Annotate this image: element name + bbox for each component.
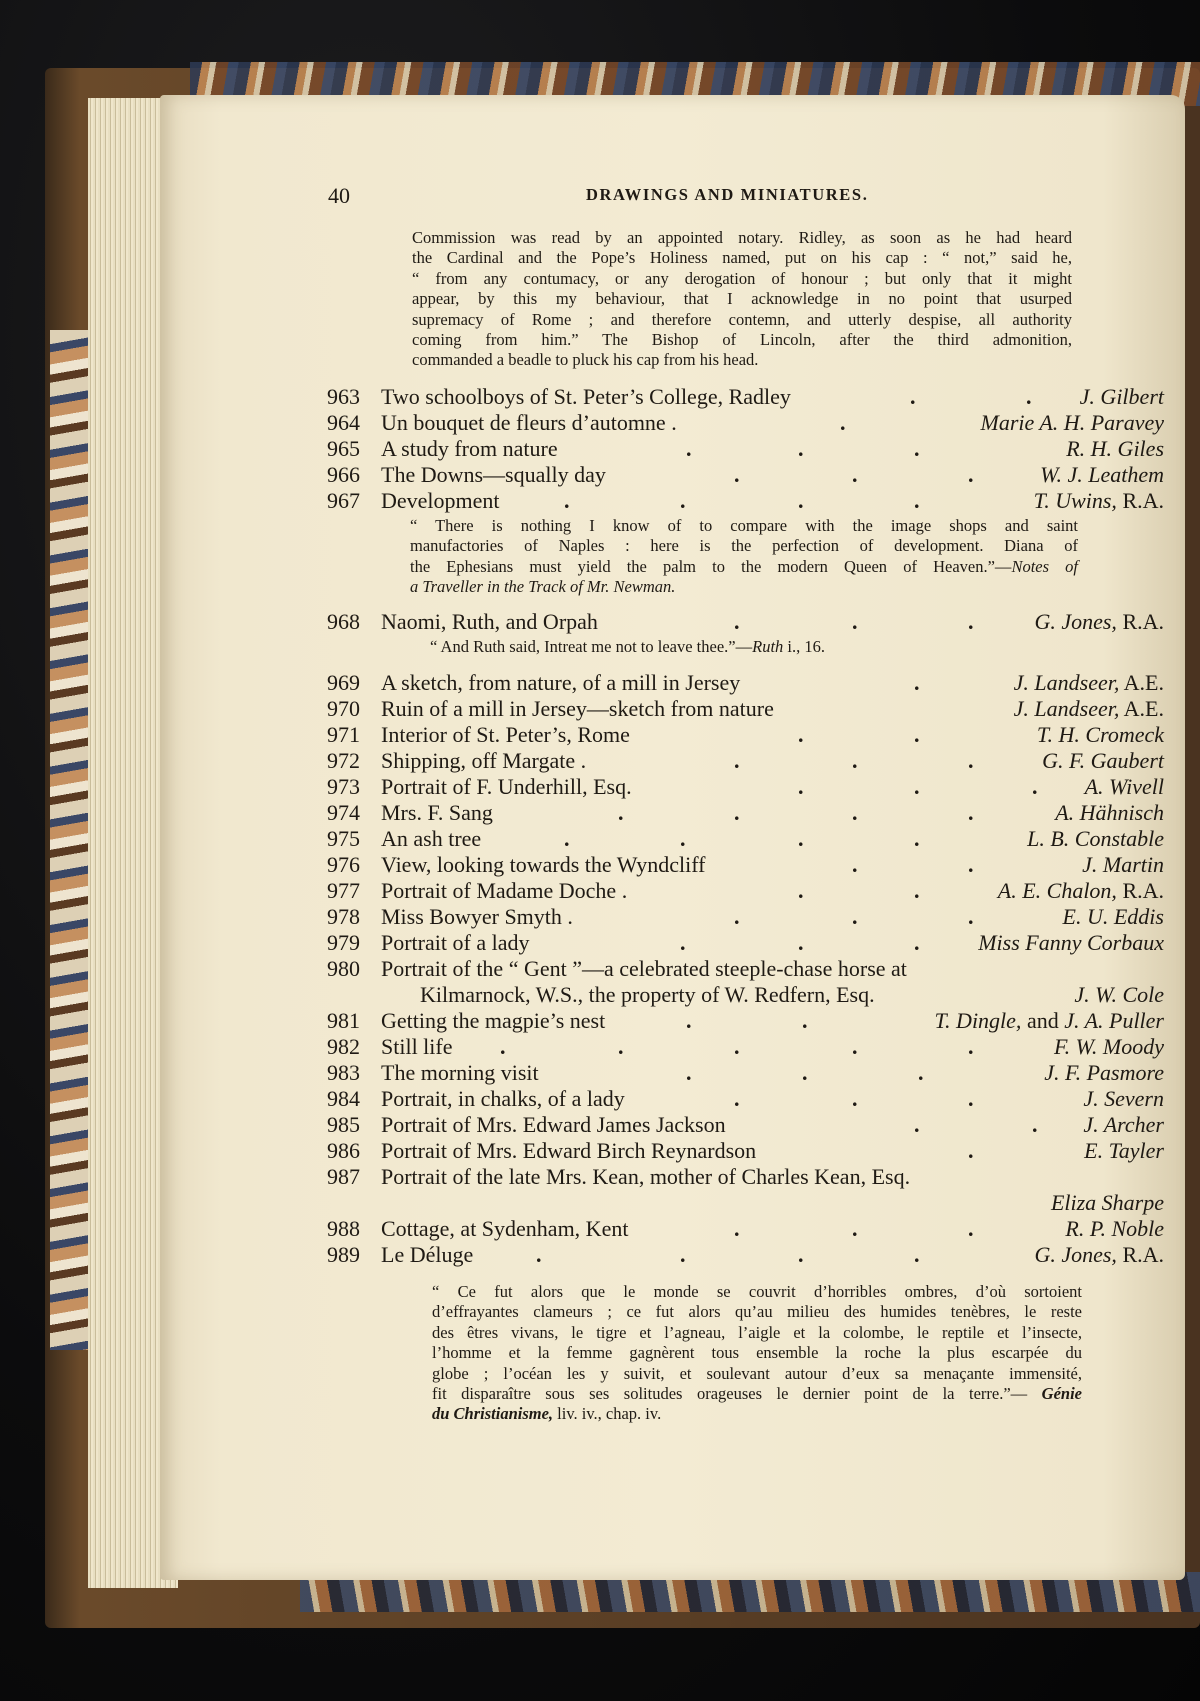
intro-quote <box>412 228 1072 371</box>
entry-artist: T. H. Cromeck <box>1036 722 1164 747</box>
entry-number: 976 <box>327 852 360 877</box>
entry-artist: J. Landseer, A.E. <box>1013 696 1164 721</box>
entry-title: Ruin of a mill in Jersey—sketch from nature <box>381 696 774 721</box>
leader-dots: . <box>1032 774 1038 799</box>
entry-artist: Marie A. H. Paravey <box>980 410 1164 435</box>
entry-title: The Downs—squally day <box>381 462 606 487</box>
leader-dots: . <box>686 436 692 461</box>
leader-dots: . <box>914 722 920 747</box>
entry-artist: G. F. Gaubert <box>1042 748 1164 773</box>
leader-dots: . <box>680 1242 686 1267</box>
catalogue-entry <box>0 1060 1200 1086</box>
entry-title: Portrait of Mrs. Edward Birch Reynardson <box>381 1138 757 1163</box>
leader-dots: . <box>852 748 858 773</box>
leader-dots: . <box>968 748 974 773</box>
leader-dots: . <box>798 826 804 851</box>
entry-artist: T. Uwins, R.A. <box>1033 488 1164 513</box>
entry-artist: R. H. Giles <box>1066 436 1164 461</box>
entry-number: 988 <box>327 1216 360 1241</box>
entry-number: 978 <box>327 904 360 929</box>
leader-dots: . <box>968 852 974 877</box>
leader-dots: . <box>914 670 920 695</box>
catalogue-entry <box>0 462 1200 488</box>
entry-number: 982 <box>327 1034 360 1059</box>
leader-dots: . <box>1032 1112 1038 1137</box>
entry-number: 965 <box>327 436 360 461</box>
leader-dots: . <box>680 826 686 851</box>
entry-artist: Miss Fanny Corbaux <box>978 930 1164 955</box>
leader-dots: . <box>852 1086 858 1111</box>
quote-line: the Cardinal and the Pope’s Holiness named, put on his cap : “ not,” said he, <box>412 248 1072 268</box>
entry-artist: R. P. Noble <box>1065 1216 1164 1241</box>
catalogue-entry <box>0 826 1200 852</box>
entry-artist: J. Landseer, A.E. <box>1013 670 1164 695</box>
entry-title: A study from nature <box>381 436 558 461</box>
leader-dots: . <box>968 800 974 825</box>
quote-line: d’effrayantes clameurs ; ce fut alors qu’au milieu des humides tenèbres, le reste <box>432 1302 1082 1322</box>
entry-artist: E. Tayler <box>1084 1138 1164 1163</box>
catalogue-entry <box>0 1216 1200 1242</box>
entry-artist: Eliza Sharpe <box>1050 1190 1164 1215</box>
quote-968 <box>430 637 990 657</box>
quote-line: manufactories of Naples : here is the perfection of development. Diana of <box>410 536 1078 556</box>
entry-artist: J. Gilbert <box>1079 384 1164 409</box>
entry-number: 981 <box>327 1008 360 1033</box>
entry-title: An ash tree <box>381 826 482 851</box>
catalogue-entry <box>0 904 1200 930</box>
leader-dots: . <box>852 904 858 929</box>
catalogue-entry <box>0 410 1200 436</box>
leader-dots: . <box>1026 384 1032 409</box>
leader-dots: . <box>618 800 624 825</box>
leader-dots: . <box>564 826 570 851</box>
catalogue-entry <box>0 609 1200 635</box>
entry-title: Naomi, Ruth, and Orpah <box>381 609 598 634</box>
leader-dots: . <box>798 722 804 747</box>
entry-title: Portrait, in chalks, of a lady <box>381 1086 625 1111</box>
leader-dots: . <box>968 462 974 487</box>
catalogue-entry <box>0 774 1200 800</box>
entry-artist: F. W. Moody <box>1054 1034 1164 1059</box>
catalogue-entry <box>0 930 1200 956</box>
catalogue-entry <box>0 696 1200 722</box>
entry-number: 966 <box>327 462 360 487</box>
entry-artist: A. Wivell <box>1084 774 1164 799</box>
quote-line: coming from him.” The Bishop of Lincoln, after the third admonition, <box>412 329 1072 349</box>
leader-dots: . <box>852 800 858 825</box>
entry-artist: J. W. Cole <box>1074 982 1164 1007</box>
entry-number: 969 <box>327 670 360 695</box>
leader-dots: . <box>852 1034 858 1059</box>
entry-number: 977 <box>327 878 360 903</box>
leader-dots: . <box>734 1034 740 1059</box>
leader-dots: . <box>852 852 858 877</box>
catalogue-entry <box>0 1008 1200 1034</box>
leader-dots: . <box>734 1216 740 1241</box>
entry-title: A sketch, from nature, of a mill in Jersey <box>381 670 741 695</box>
catalogue-entry <box>0 1242 1200 1268</box>
entry-title: Still life <box>381 1034 453 1059</box>
entry-artist: L. B. Constable <box>1027 826 1164 851</box>
quote-line: the Ephesians must yield the palm to the modern Queen of Heaven.”—Notes of <box>410 556 1079 576</box>
entry-artist: G. Jones, R.A. <box>1034 1242 1164 1267</box>
catalogue-entry <box>0 852 1200 878</box>
leader-dots: . <box>914 1242 920 1267</box>
entry-title: Getting the magpie’s nest <box>381 1008 606 1033</box>
quote-line: appear, by this my behaviour, that I acknowledge in no point that usurped <box>412 289 1072 309</box>
entry-number: 967 <box>327 488 360 513</box>
catalogue-entry <box>0 1138 1200 1164</box>
quote-line: “ And Ruth said, Intreat me not to leave thee.”—Ruth i., 16. <box>430 637 826 656</box>
leader-dots: . <box>914 1112 920 1137</box>
leader-dots: . <box>686 1008 692 1033</box>
leader-dots: . <box>734 609 740 634</box>
leader-dots: . <box>914 878 920 903</box>
leader-dots: . <box>968 1034 974 1059</box>
entry-title: Development <box>381 488 500 513</box>
leader-dots: . <box>734 462 740 487</box>
entry-title: The morning visit <box>381 1060 539 1085</box>
running-head: DRAWINGS AND MINIATURES. <box>586 185 869 204</box>
leader-dots: . <box>968 904 974 929</box>
leader-dots: . <box>618 1034 624 1059</box>
entry-title: Cottage, at Sydenham, Kent <box>381 1216 629 1241</box>
catalogue-entry <box>0 384 1200 410</box>
entry-title: Un bouquet de fleurs d’automne . <box>381 410 677 435</box>
catalogue-entry <box>0 800 1200 826</box>
entry-number: 974 <box>327 800 360 825</box>
entry-number: 975 <box>327 826 360 851</box>
leader-dots: . <box>798 930 804 955</box>
leader-dots: . <box>798 1242 804 1267</box>
leader-dots: . <box>968 1138 974 1163</box>
entry-number: 971 <box>327 722 360 747</box>
quote-line: “ from any contumacy, or any derogation of honour ; but only that it might <box>412 268 1072 288</box>
entry-artist: E. U. Eddis <box>1062 904 1164 929</box>
leader-dots: . <box>914 774 920 799</box>
leader-dots: . <box>680 488 686 513</box>
catalogue-entry <box>0 1112 1200 1138</box>
entry-continuation: Kilmarnock, W.S., the property of W. Redfern, Esq. <box>420 982 875 1007</box>
quote-line: fit disparaître sous ses solitudes orageuses le dernier point de la terre.”— Génie <box>432 1383 1082 1403</box>
catalogue-entry <box>0 1086 1200 1112</box>
quote-line: l’homme et la femme gagnèrent tous ensemble la roche la plus escarpée du <box>432 1343 1082 1363</box>
leader-dots: . <box>798 488 804 513</box>
entry-number: 980 <box>327 956 360 981</box>
entry-title: Portrait of the “ Gent ”—a celebrated steeple-chase horse at <box>381 956 907 981</box>
leader-dots: . <box>798 878 804 903</box>
quote-line: globe ; l’océan les y suivit, et soulevant autour d’eux sa menaçante immensité, <box>432 1363 1082 1383</box>
entry-number: 968 <box>327 609 360 634</box>
catalogue-entry <box>0 1164 1200 1190</box>
leader-dots: . <box>802 1060 808 1085</box>
entry-artist: A. Hähnisch <box>1055 800 1164 825</box>
entry-title: Le Déluge <box>381 1242 474 1267</box>
entry-title: Portrait of Mrs. Edward James Jackson <box>381 1112 726 1137</box>
entry-number: 973 <box>327 774 360 799</box>
entry-number: 989 <box>327 1242 360 1267</box>
quote-line: commanded a beadle to pluck his cap from his head. <box>412 350 759 370</box>
entry-artist: T. Dingle, and J. A. Puller <box>934 1008 1164 1033</box>
entry-number: 986 <box>327 1138 360 1163</box>
entry-title: Miss Bowyer Smyth . <box>381 904 573 929</box>
leader-dots: . <box>734 904 740 929</box>
leader-dots: . <box>798 436 804 461</box>
leader-dots: . <box>852 462 858 487</box>
catalogue-entry <box>0 436 1200 462</box>
quote-989 <box>432 1282 1082 1425</box>
catalogue-entry <box>0 488 1200 514</box>
entry-number: 972 <box>327 748 360 773</box>
quote-967 <box>410 516 1078 598</box>
quote-source: a Traveller in the Track of Mr. Newman. <box>410 577 676 597</box>
quote-line: supremacy of Rome ; and therefore contemn, and utterly despise, all authority <box>412 309 1072 329</box>
catalogue-entry <box>0 670 1200 696</box>
leader-dots: . <box>914 436 920 461</box>
catalogue-entry <box>0 956 1200 982</box>
leader-dots: . <box>968 609 974 634</box>
leader-dots: . <box>734 748 740 773</box>
leader-dots: . <box>914 930 920 955</box>
quote-line: des êtres vivans, le tigre et l’agneau, l’aigle et la colombe, le reptile et l’insecte, <box>432 1322 1082 1342</box>
leader-dots: . <box>686 1060 692 1085</box>
entry-artist: J. Severn <box>1083 1086 1164 1111</box>
catalogue-entry <box>0 1034 1200 1060</box>
leader-dots: . <box>734 800 740 825</box>
catalogue-entry <box>0 878 1200 904</box>
leader-dots: . <box>910 384 916 409</box>
entry-artist: J. Archer <box>1083 1112 1164 1137</box>
entry-title: Mrs. F. Sang <box>381 800 493 825</box>
entry-number: 964 <box>327 410 360 435</box>
entry-title: Interior of St. Peter’s, Rome <box>381 722 630 747</box>
quote-line: “ Ce fut alors que le monde se couvrit d’horribles ombres, d’où sortoient <box>432 1282 1082 1301</box>
entry-title: Portrait of F. Underhill, Esq. <box>381 774 632 799</box>
catalogue-entry <box>0 722 1200 748</box>
leader-dots: . <box>852 609 858 634</box>
entry-artist: W. J. Leathem <box>1040 462 1164 487</box>
entry-title: Portrait of a lady <box>381 930 530 955</box>
leader-dots: . <box>564 488 570 513</box>
quote-source: du Christianisme, liv. iv., chap. iv. <box>432 1404 662 1424</box>
entry-title: Portrait of Madame Doche . <box>381 878 628 903</box>
entry-title: View, looking towards the Wyndcliff <box>381 852 706 877</box>
entry-artist: J. F. Pasmore <box>1044 1060 1164 1085</box>
quote-line: Commission was read by an appointed notary. Ridley, as soon as he had heard <box>412 228 1072 247</box>
leader-dots: . <box>802 1008 808 1033</box>
entry-number: 983 <box>327 1060 360 1085</box>
entry-artist: G. Jones, R.A. <box>1034 609 1164 634</box>
leader-dots: . <box>500 1034 506 1059</box>
leader-dots: . <box>852 1216 858 1241</box>
leader-dots: . <box>840 410 846 435</box>
leader-dots: . <box>734 1086 740 1111</box>
leader-dots: . <box>914 488 920 513</box>
entry-number: 970 <box>327 696 360 721</box>
entry-artist: J. Martin <box>1082 852 1164 877</box>
leader-dots: . <box>914 826 920 851</box>
entry-number: 979 <box>327 930 360 955</box>
leader-dots: . <box>918 1060 924 1085</box>
leader-dots: . <box>680 930 686 955</box>
entry-number: 985 <box>327 1112 360 1137</box>
quote-line: “ There is nothing I know of to compare with the image shops and saint <box>410 516 1078 535</box>
leader-dots: . <box>968 1086 974 1111</box>
entry-title: Portrait of the late Mrs. Kean, mother of Charles Kean, Esq. <box>381 1164 911 1189</box>
leader-dots: . <box>968 1216 974 1241</box>
catalogue-entry <box>0 748 1200 774</box>
entry-number: 987 <box>327 1164 360 1189</box>
page-number: 40 <box>328 183 350 208</box>
leader-dots: . <box>536 1242 542 1267</box>
entry-number: 984 <box>327 1086 360 1111</box>
entry-number: 963 <box>327 384 360 409</box>
entry-title: Two schoolboys of St. Peter’s College, Radley <box>381 384 791 409</box>
entry-title: Shipping, off Margate . <box>381 748 587 773</box>
leader-dots: . <box>798 774 804 799</box>
entry-artist: A. E. Chalon, R.A. <box>997 878 1164 903</box>
